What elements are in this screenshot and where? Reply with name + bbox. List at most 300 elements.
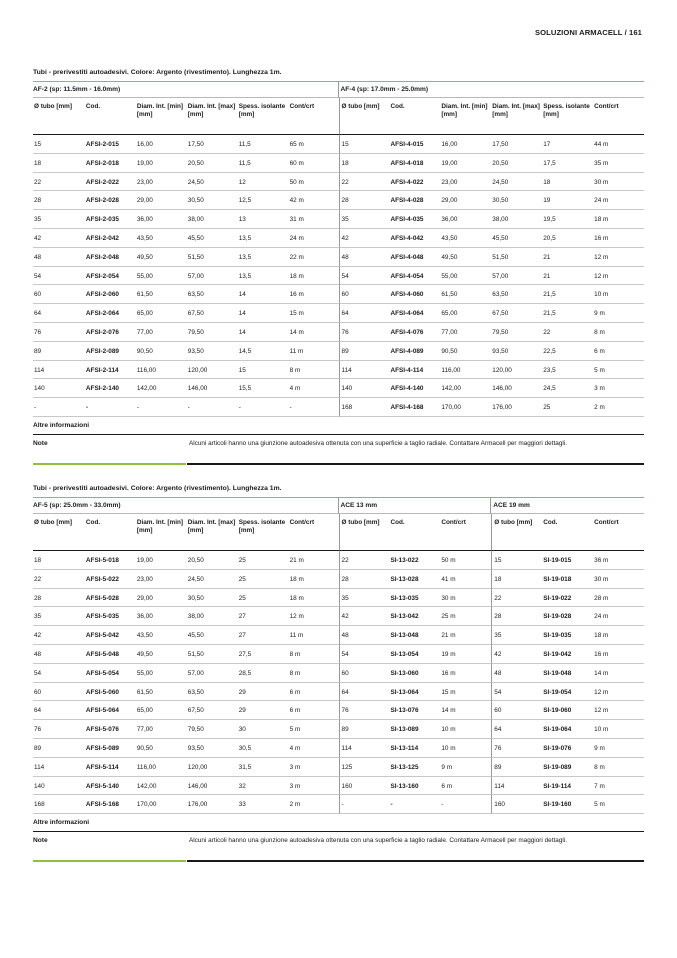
product-code: AFSI-5-089 [85,739,136,758]
column-header: Cont/crt [289,98,339,135]
table-cell: 55,00 [136,664,187,683]
table-cell: 15,5 [238,379,289,398]
table-cell: 12,5 [238,191,289,210]
table-cell: 116,00 [136,361,187,380]
table-row [33,664,644,683]
product-code: AFSI-2-035 [85,210,136,229]
table-cell: 6 m [593,342,644,361]
page-header: SOLUZIONI ARMACELL / 161 [534,28,642,37]
table-cell: 51,50 [491,248,542,267]
table-row [33,135,644,154]
product-code: SI-19-048 [542,664,593,683]
table-cell: 15 [491,551,542,570]
table-cell: 90,50 [136,342,187,361]
table-cell: 22 [491,589,542,608]
table-cell: 28 [33,589,85,608]
table-cell: 13 [238,210,289,229]
table-cell: 77,00 [440,323,491,342]
product-code: AFSI-4-089 [389,342,440,361]
product-code: AFSI-2-089 [85,342,136,361]
table-cell: 77,00 [136,720,187,739]
table-cell: 25 [542,398,593,417]
table-cell: 22 m [289,248,339,267]
product-code: AFSI-5-060 [85,683,136,702]
table-cell: 48 [339,626,390,645]
table-cell: 7 m [593,777,644,796]
table-cell: 3 m [593,379,644,398]
table-cell: 5 m [289,720,339,739]
table-cell: 89 [491,758,542,777]
table-cell: 31 m [289,210,339,229]
table-cell: 2 m [289,795,339,814]
table-cell: 28,5 [238,664,289,683]
table-cell: 35 [33,210,85,229]
table-cell: 142,00 [440,379,491,398]
table-cell: 44 m [593,135,644,154]
table-section-2 [33,484,644,862]
table-cell: 8 m [289,361,339,380]
table-cell: 114 [33,758,85,777]
column-header: Diam. Int. [max] [mm] [187,98,238,135]
table-cell: 32 [238,777,289,796]
table-cell: 12 [238,173,289,192]
table-cell: 13,5 [238,229,289,248]
table-cell: 35 [339,589,390,608]
table-row [33,398,644,417]
table-cell: 16,00 [440,135,491,154]
table-cell: 120,00 [187,361,238,380]
table-cell: 49,50 [440,248,491,267]
table-cell: 60 [33,683,85,702]
table-cell: 19 [542,191,593,210]
table-cell: 160 [491,795,542,814]
table-cell: 170,00 [440,398,491,417]
product-code: SI-19-114 [542,777,593,796]
table-cell: 5 m [593,795,644,814]
table-cell: 11,5 [238,135,289,154]
table-cell: 28 m [593,589,644,608]
table-cell: 48 [339,248,390,267]
table-cell: 9 m [593,304,644,323]
table-cell: 22 [339,551,390,570]
table-cell: 23,00 [136,570,187,589]
table-cell: 43,50 [136,229,187,248]
table-cell: 60 [339,285,390,304]
table-cell: 24,50 [187,570,238,589]
table-cell: 65,00 [440,304,491,323]
column-header: Cont/crt [593,514,644,551]
product-code: AFSI-5-064 [85,701,136,720]
table-cell: 54 [33,664,85,683]
table-row [33,758,644,777]
column-header-row [33,98,644,135]
table-cell: 146,00 [187,379,238,398]
group-title: AF-4 (sp: 17.0mm - 25.0mm) [339,81,645,98]
product-code: AFSI-4-064 [389,304,440,323]
table-cell: 25 [238,589,289,608]
table-cell: 60 m [289,154,339,173]
table-cell: 76 [491,739,542,758]
table-row [33,285,644,304]
product-code: AFSI-2-054 [85,267,136,286]
table-cell: 16 m [593,645,644,664]
table-cell: 18 [542,173,593,192]
column-header: Cod. [389,98,440,135]
table-cell: 15 [238,361,289,380]
table-cell: 54 [339,267,390,286]
table-cell: 18 m [593,626,644,645]
table-cell: 22,5 [542,342,593,361]
column-header: Diam. Int. [min] [mm] [136,514,187,551]
product-code: AFSI-5-168 [85,795,136,814]
altre-informazioni-heading: Altre informazioni [33,814,644,832]
table-cell: 54 [33,267,85,286]
product-code: SI-19-015 [542,551,593,570]
product-code: AFSI-5-018 [85,551,136,570]
table-cell: 11 m [289,626,339,645]
table-cell: 11 m [289,342,339,361]
table-cell: 61,50 [136,683,187,702]
table-cell: 168 [33,795,85,814]
table-cell: - [136,398,187,417]
note-row [33,435,644,465]
product-code: SI-19-054 [542,683,593,702]
table-cell: 140 [33,379,85,398]
table-cell: 13,5 [238,267,289,286]
table-cell: 140 [33,777,85,796]
product-code: AFSI-2-048 [85,248,136,267]
table-cell: 38,00 [491,210,542,229]
table-cell: 20,50 [187,154,238,173]
table-row [33,701,644,720]
table-cell: 19,00 [136,154,187,173]
table-cell: 176,00 [491,398,542,417]
table-cell: 93,50 [187,342,238,361]
product-code: SI-13-042 [389,607,440,626]
table-cell: 120,00 [491,361,542,380]
table-cell: 43,50 [136,626,187,645]
table-row [33,229,644,248]
product-table-2 [33,497,644,814]
table-cell: 19,5 [542,210,593,229]
table-cell: 19,00 [136,551,187,570]
product-code: - [389,795,440,814]
altre-informazioni-heading: Altre informazioni [33,417,644,435]
table-cell: 12 m [593,683,644,702]
table-cell: 116,00 [440,361,491,380]
table-cell: 31,5 [238,758,289,777]
table-cell: 21 [542,248,593,267]
table-cell: 76 [339,323,390,342]
product-code: SI-19-028 [542,607,593,626]
table-cell: 10 m [440,739,491,758]
table-cell: 63,50 [187,285,238,304]
table-section-1 [33,68,644,465]
table-cell: 17 [542,135,593,154]
table-cell: 168 [339,398,390,417]
table-cell: - [440,795,491,814]
table-cell: 30 m [440,589,491,608]
table-cell: 25 [238,570,289,589]
table-cell: 24 m [593,607,644,626]
table-cell: 64 [33,304,85,323]
column-header: Ø tubo [mm] [33,514,85,551]
column-header: Cod. [85,98,136,135]
table-cell: 54 [491,683,542,702]
product-table-1 [33,81,644,417]
table-cell: 6 m [289,683,339,702]
table-row [33,589,644,608]
table-cell: 6 m [289,701,339,720]
table-cell: 65,00 [136,701,187,720]
table-cell: 116,00 [136,758,187,777]
table-cell: 3 m [289,777,339,796]
table-cell: 3 m [289,758,339,777]
table-cell: 45,50 [491,229,542,248]
table-cell: 51,50 [187,248,238,267]
table-cell: 170,00 [136,795,187,814]
table-cell: 45,50 [187,229,238,248]
table-cell: 14,5 [238,342,289,361]
product-code: SI-13-060 [389,664,440,683]
table-cell: 28 [339,191,390,210]
column-header: Cod. [542,514,593,551]
table-cell: 22 [33,570,85,589]
table-cell: 114 [33,361,85,380]
table-cell: 38,00 [187,210,238,229]
table-cell: 12 m [593,267,644,286]
table-cell: 16,00 [136,135,187,154]
table-cell: 8 m [289,645,339,664]
table-cell: 61,50 [136,285,187,304]
product-code: AFSI-5-028 [85,589,136,608]
table-row [33,267,644,286]
product-code: SI-13-125 [389,758,440,777]
table-cell: 4 m [289,379,339,398]
table-cell: 48 [33,645,85,664]
table-row [33,607,644,626]
product-code: AFSI-4-018 [389,154,440,173]
table-cell: 23,00 [136,173,187,192]
table-row [33,570,644,589]
table-cell: 89 [339,720,390,739]
product-code: SI-13-054 [389,645,440,664]
table-row [33,191,644,210]
table-cell: 67,50 [187,304,238,323]
table-row [33,551,644,570]
product-code: AFSI-5-035 [85,607,136,626]
table-cell: - [238,398,289,417]
table-cell: 24 m [593,191,644,210]
table-cell: 142,00 [136,379,187,398]
group-title-row [33,497,644,514]
table-cell: 18 [33,551,85,570]
table-cell: 50 m [440,551,491,570]
product-code: SI-13-089 [389,720,440,739]
column-header: Spess. isolante [mm] [542,98,593,135]
table-cell: 30 m [593,173,644,192]
table-cell: 14 m [593,664,644,683]
table-cell: 65 m [289,135,339,154]
table-cell: - [33,398,85,417]
table-cell: 125 [339,758,390,777]
table-cell: 49,50 [136,248,187,267]
table-cell: 93,50 [187,739,238,758]
product-code: AFSI-4-140 [389,379,440,398]
note-row [33,832,644,862]
table-cell: 79,50 [187,720,238,739]
table-cell: 35 [339,210,390,229]
table-cell: 43,50 [440,229,491,248]
group-title: ACE 19 mm [491,497,644,514]
product-code: SI-13-064 [389,683,440,702]
column-header: Diam. Int. [max] [mm] [187,514,238,551]
table-cell: 42 [33,229,85,248]
table-cell: 28 [339,570,390,589]
table-cell: 64 [33,701,85,720]
table-cell: 16 m [289,285,339,304]
table-cell: 20,50 [491,154,542,173]
column-header: Diam. Int. [min] [mm] [440,98,491,135]
group-title: AF-5 (sp: 25.0mm - 33.0mm) [33,497,339,514]
product-code: AFSI-2-114 [85,361,136,380]
table-cell: 57,00 [187,267,238,286]
column-header: Cont/crt [593,98,644,135]
table-cell: 114 [339,739,390,758]
note-label: Note [33,435,186,465]
table-cell: 38,00 [187,607,238,626]
table-cell: 28 [491,607,542,626]
note-label: Note [33,832,186,862]
table-row [33,626,644,645]
column-header: Diam. Int. [max] [mm] [491,98,542,135]
table-cell: 29,00 [440,191,491,210]
table-cell: 16 m [440,664,491,683]
table-cell: 10 m [593,285,644,304]
table-cell: 55,00 [440,267,491,286]
table-cell: 15 m [440,683,491,702]
table-cell: 114 [491,777,542,796]
product-code: AFSI-2-028 [85,191,136,210]
table-row [33,683,644,702]
table-cell: 28 [33,191,85,210]
table-cell: 27,5 [238,645,289,664]
table-cell: 77,00 [136,323,187,342]
table-cell: 140 [339,379,390,398]
product-code: SI-13-035 [389,589,440,608]
table-cell: 89 [33,739,85,758]
column-header: Cod. [389,514,440,551]
table-row [33,154,644,173]
column-header: Cod. [85,514,136,551]
table-cell: 67,50 [491,304,542,323]
product-code: AFSI-4-054 [389,267,440,286]
column-header-row [33,514,644,551]
table-cell: 16 m [593,229,644,248]
note-text: Alcuni articoli hanno una giunzione autoadesiva ottenuta con una superficie a taglio radiale. Contattare Armacell per maggiori dettagli. [187,832,644,862]
table-cell: 160 [339,777,390,796]
table-cell: 76 [33,720,85,739]
product-code: SI-19-035 [542,626,593,645]
table-cell: 49,50 [136,645,187,664]
product-code: SI-19-042 [542,645,593,664]
table-cell: 120,00 [187,758,238,777]
table-cell: 21 [542,267,593,286]
table-cell: 21,5 [542,285,593,304]
table-cell: 18 [33,154,85,173]
table-cell: 10 m [440,720,491,739]
table-cell: 48 [33,248,85,267]
table-cell: 24 m [289,229,339,248]
product-code: SI-13-028 [389,570,440,589]
table-cell: 42 [339,229,390,248]
table-row [33,304,644,323]
column-header: Spess. isolante [mm] [238,98,289,135]
table-cell: 76 [339,701,390,720]
table-cell: 8 m [289,664,339,683]
table-cell: 60 [33,285,85,304]
table-cell: 30 [238,720,289,739]
table-cell: 18 m [593,210,644,229]
table-cell: 18 m [289,589,339,608]
table-cell: 14 [238,285,289,304]
product-code: AFSI-2-042 [85,229,136,248]
product-code: SI-19-018 [542,570,593,589]
table-cell: 22 [33,173,85,192]
group-title-row [33,81,644,98]
table-cell: 89 [33,342,85,361]
column-header: Ø tubo [mm] [339,514,390,551]
column-header: Cont/crt [289,514,339,551]
table-cell: 27 [238,607,289,626]
table-cell: 2 m [593,398,644,417]
table-cell: 90,50 [136,739,187,758]
product-code: AFSI-2-076 [85,323,136,342]
product-code: AFSI-4-022 [389,173,440,192]
table-cell: 50 m [289,173,339,192]
column-header: Diam. Int. [min] [mm] [136,98,187,135]
table-cell: 17,50 [491,135,542,154]
product-code: AFSI-2-064 [85,304,136,323]
table-cell: 33 [238,795,289,814]
table-cell: 146,00 [491,379,542,398]
table-cell: 30,5 [238,739,289,758]
column-header: Spess. isolante [mm] [238,514,289,551]
product-code: - [85,398,136,417]
table-cell: 21 m [289,551,339,570]
table-cell: 18 [491,570,542,589]
table-cell: 41 m [440,570,491,589]
table-cell: 142,00 [136,777,187,796]
product-code: SI-13-160 [389,777,440,796]
table-cell: 19,00 [440,154,491,173]
table-cell: 79,50 [187,323,238,342]
table-cell: 4 m [289,739,339,758]
table-cell: 30 m [593,570,644,589]
table-cell: 21 m [440,626,491,645]
table-cell: 24,5 [542,379,593,398]
product-code: AFSI-4-042 [389,229,440,248]
product-code: SI-13-048 [389,626,440,645]
product-code: AFSI-2-022 [85,173,136,192]
table-cell: 45,50 [187,626,238,645]
product-code: AFSI-5-114 [85,758,136,777]
table-cell: 42 [33,626,85,645]
table-cell: - [339,795,390,814]
table-cell: 36,00 [136,210,187,229]
table-cell: 8 m [593,323,644,342]
product-code: SI-19-089 [542,758,593,777]
